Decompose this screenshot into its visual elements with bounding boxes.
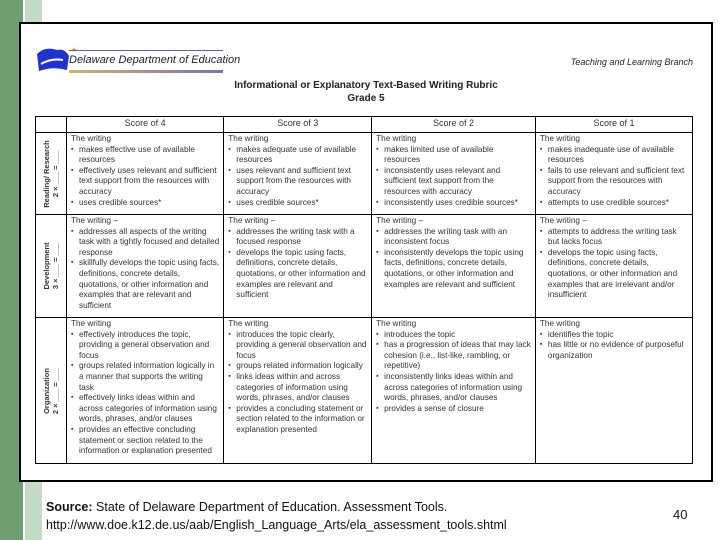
- branch-name: Teaching and Learning Branch: [570, 57, 693, 67]
- rubric-title: Informational or Explanatory Text-Based Writing Rubric: [234, 80, 498, 91]
- rubric-row: [36, 318, 693, 464]
- cell-intro: The writing: [228, 319, 269, 328]
- descriptor-item: ▪ identifies the topic: [540, 330, 688, 341]
- criterion-multiplier: 3 × ___ = ___: [51, 242, 60, 290]
- criterion-name: Reading/ Research: [42, 139, 51, 208]
- criterion-name: Development: [42, 242, 51, 290]
- descriptor-item: ▪ inconsistently uses relevant and sufficient text support from the resources with accuracy: [376, 166, 531, 198]
- criterion-label: [42, 367, 60, 413]
- cell-intro: The writing: [376, 134, 417, 143]
- descriptor-list: [71, 227, 219, 312]
- criterion-name: Organization: [42, 367, 51, 414]
- rubric-cell: [372, 215, 536, 318]
- criterion-multiplier: 2 × ___ = ___: [51, 150, 60, 197]
- descriptor-list: [376, 330, 531, 415]
- descriptor-item: ▪ effectively uses relevant and sufficient text support from the resources with accuracy: [71, 166, 219, 198]
- rubric-cell: [67, 318, 224, 464]
- score-column-header: Score of 2: [372, 117, 536, 133]
- descriptor-item: ▪ inconsistently links ideas within and across categories of information using words, phrases, and/or clauses: [376, 372, 531, 404]
- rubric-cell: [535, 318, 692, 464]
- criterion-label-cell: [36, 318, 67, 464]
- descriptor-list: [228, 145, 367, 209]
- cell-intro: The writing –: [376, 216, 424, 225]
- rubric-table: [35, 116, 693, 464]
- cell-intro: The writing: [376, 319, 417, 328]
- logo-text: Delaware Department of Education: [69, 54, 241, 66]
- rubric-cell: [224, 133, 372, 215]
- criterion-label: [42, 242, 60, 289]
- descriptor-item: ▪ has little or no evidence of purposeful organization: [540, 340, 688, 361]
- page-number: 40: [673, 507, 688, 522]
- cell-intro: The writing –: [539, 216, 587, 225]
- descriptor-list: [376, 227, 531, 291]
- source-label: Source:: [46, 500, 93, 514]
- rubric-document-image: [19, 22, 713, 482]
- descriptor-list: [228, 330, 367, 436]
- descriptor-item: ▪ groups related information logically: [228, 361, 367, 372]
- rubric-grade: Grade 5: [347, 93, 385, 104]
- descriptor-item: ▪ uses credible sources*: [71, 198, 219, 209]
- descriptor-item: ▪ addresses the writing task with an inconsistent focus: [376, 227, 531, 248]
- logo-rule-top: [69, 50, 223, 51]
- descriptor-list: [540, 227, 688, 301]
- criterion-label-cell: [36, 215, 67, 318]
- score-column-header: Score of 4: [67, 117, 224, 133]
- descriptor-item: ▪ fails to use relevant and sufficient text support from the resources with accuracy: [540, 166, 688, 198]
- descriptor-item: ▪ addresses all aspects of the writing task with a tightly focused and detailed response: [71, 227, 219, 259]
- source-url: http://www.doe.k12.de.us/aab/English_Language_Arts/ela_assessment_tools.shtml: [46, 518, 507, 532]
- cell-intro: The writing: [228, 134, 269, 143]
- cell-intro: The writing –: [228, 216, 276, 225]
- descriptor-list: [71, 145, 219, 209]
- descriptor-item: ▪ effectively introduces the topic, providing a general observation and focus: [71, 330, 219, 362]
- rubric-row: [36, 133, 693, 215]
- rubric-cell: [372, 133, 536, 215]
- criterion-multiplier: 2 × ___ = ___: [51, 367, 60, 414]
- rubric-cell: [372, 318, 536, 464]
- source-text: State of Delaware Department of Education. Assessment Tools.: [92, 500, 448, 514]
- cell-intro: The writing: [71, 319, 112, 328]
- descriptor-item: ▪ introduces the topic: [376, 330, 531, 341]
- descriptor-item: ▪ makes effective use of available resources: [71, 145, 219, 166]
- descriptor-list: [71, 330, 219, 457]
- descriptor-item: ▪ effectively links ideas within and across categories of information using words, phrases, and/or clauses: [71, 393, 219, 425]
- cell-intro: The writing: [71, 134, 112, 143]
- descriptor-list: [540, 145, 688, 209]
- descriptor-item: ▪ skillfully develops the topic using facts, definitions, concrete details, quotations, or other information and examples that are relevant and sufficient: [71, 258, 219, 311]
- descriptor-item: ▪ inconsistently uses credible sources*: [376, 198, 531, 209]
- criteria-column-header: [36, 117, 67, 133]
- descriptor-item: ▪ attempts to address the writing task but lacks focus: [540, 227, 688, 248]
- criterion-label-cell: [36, 133, 67, 215]
- descriptor-item: ▪ develops the topic using facts, definitions, concrete details, quotations, or other information and examples that are irrelevant and/or insufficient: [540, 248, 688, 301]
- descriptor-list: [376, 145, 531, 209]
- descriptor-item: ▪ groups related information logically in a manner that supports the writing task: [71, 361, 219, 393]
- descriptor-item: ▪ makes limited use of available resources: [376, 145, 531, 166]
- descriptor-item: ▪ uses relevant and sufficient text support from the resources with accuracy: [228, 166, 367, 198]
- criterion-label: [42, 140, 60, 208]
- descriptor-list: [228, 227, 367, 301]
- descriptor-item: ▪ develops the topic using facts, definitions, concrete details, quotations, or other information and examples are relevant and sufficient: [228, 248, 367, 301]
- descriptor-item: ▪ provides a sense of closure: [376, 404, 531, 415]
- descriptor-item: ▪ has a progression of ideas that may lack cohesion (i.e., list-like, rambling, or repetitive): [376, 340, 531, 372]
- descriptor-item: ▪ provides a concluding statement or section related to the information or explanation presented: [228, 404, 367, 436]
- score-column-header: Score of 1: [535, 117, 692, 133]
- descriptor-item: ▪ addresses the writing task with a focused response: [228, 227, 367, 248]
- score-column-header: Score of 3: [224, 117, 372, 133]
- cell-intro: The writing: [539, 134, 580, 143]
- descriptor-item: ▪ inconsistently develops the topic using facts, definitions, concrete details, quotations, or other information and examples are relevant and sufficient: [376, 248, 531, 290]
- cell-intro: The writing: [539, 319, 580, 328]
- descriptor-item: ▪ provides an effective concluding statement or section related to the information or explanation presented: [71, 425, 219, 457]
- descriptor-item: ▪ attempts to use credible sources*: [540, 198, 688, 209]
- descriptor-item: ▪ introduces the topic clearly, providing a general observation and focus: [228, 330, 367, 362]
- rubric-cell: [224, 215, 372, 318]
- rubric-cell: [67, 133, 224, 215]
- cell-intro: The writing –: [71, 216, 118, 225]
- rubric-cell: [67, 215, 224, 318]
- logo-rule: [69, 70, 223, 73]
- rubric-row: [36, 215, 693, 318]
- descriptor-item: ▪ makes inadequate use of available resources: [540, 145, 688, 166]
- source-citation: [46, 498, 507, 534]
- rubric-cell: [535, 215, 692, 318]
- descriptor-list: [540, 330, 688, 362]
- rubric-cell: [224, 318, 372, 464]
- rubric-cell: [535, 133, 692, 215]
- descriptor-item: ▪ makes adequate use of available resources: [228, 145, 367, 166]
- descriptor-item: ▪ links ideas within and across categories of information using words, phrases, and/or clauses: [228, 372, 367, 404]
- descriptor-item: ▪ uses credible sources*: [228, 198, 367, 209]
